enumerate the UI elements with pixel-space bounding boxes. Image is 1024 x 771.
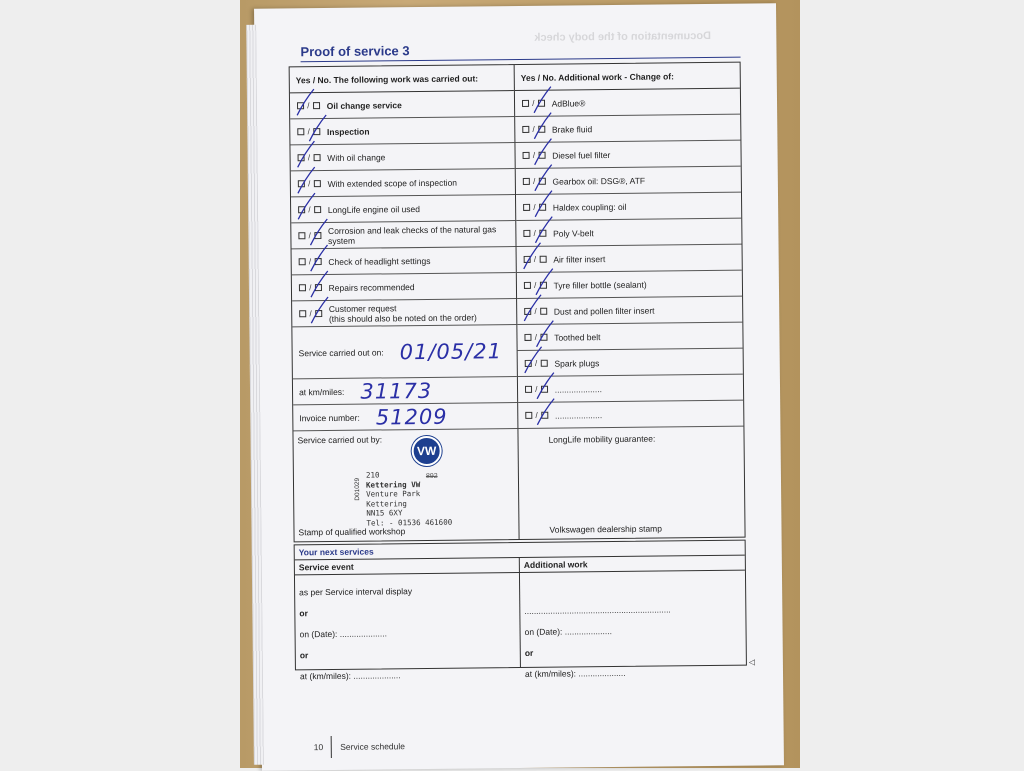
additional-item-row[interactable] [517, 271, 742, 299]
yes-no-checkbox[interactable] [523, 333, 548, 342]
workshop-stamp-area [293, 429, 518, 541]
yes-no-checkbox[interactable] [521, 125, 546, 134]
dealership-stamp-label: Volkswagen dealership stamp [549, 523, 663, 535]
dealership-stamp-area [518, 427, 744, 539]
stamp-line: Kettering [366, 498, 407, 509]
no-checkbox[interactable] [538, 126, 545, 133]
additional-item-label: Gearbox oil: DSG®, ATF [552, 175, 646, 187]
yes-no-checkbox[interactable] [297, 205, 322, 214]
yes-checkbox[interactable] [299, 310, 306, 317]
additional-work-header-next: Additional work [523, 559, 588, 570]
checkbox-separator: / [305, 127, 313, 137]
no-checkbox[interactable] [313, 102, 320, 109]
workshop-stamp [366, 470, 452, 528]
yes-checkbox[interactable] [523, 152, 530, 159]
work-item-label: Repairs recommended [328, 281, 415, 293]
no-checkbox[interactable] [315, 310, 322, 317]
yes-checkbox[interactable] [524, 308, 531, 315]
additional-item-row[interactable] [517, 245, 742, 273]
yes-checkbox[interactable] [525, 386, 532, 393]
yes-checkbox[interactable] [298, 181, 305, 188]
yes-no-checkbox[interactable] [297, 179, 322, 188]
next-service-line: as per Service interval display [299, 585, 413, 597]
yes-checkbox[interactable] [298, 155, 305, 162]
yes-checkbox[interactable] [298, 232, 305, 239]
no-checkbox[interactable] [540, 334, 547, 341]
yes-no-checkbox[interactable] [522, 177, 547, 186]
proof-of-service-table [289, 62, 746, 543]
no-checkbox[interactable] [539, 204, 546, 211]
yes-checkbox[interactable] [299, 285, 306, 292]
yes-no-checkbox[interactable] [522, 229, 547, 238]
no-checkbox[interactable] [541, 386, 548, 393]
additional-item-label: Spark plugs [554, 357, 600, 369]
work-item-label: With extended scope of inspection [327, 177, 458, 189]
work-item-row[interactable] [291, 221, 515, 249]
invoice-field[interactable] [293, 403, 517, 431]
yes-no-checkbox[interactable] [296, 101, 321, 110]
work-item-label: LongLife engine oil used [327, 203, 421, 215]
page-footer [314, 735, 405, 758]
yes-no-checkbox[interactable] [297, 231, 322, 241]
page-title: Proof of service 3 [300, 43, 410, 60]
yes-no-checkbox[interactable] [524, 385, 549, 394]
checkbox-separator: / [532, 332, 540, 342]
yes-no-checkbox[interactable] [298, 283, 323, 292]
checkbox-separator: / [531, 202, 538, 212]
checkbox-separator: / [307, 308, 314, 318]
additional-item-row[interactable] [515, 115, 740, 143]
next-service-line: .............................................................. [524, 603, 671, 616]
next-service-line [524, 577, 741, 600]
yes-checkbox[interactable] [523, 230, 530, 237]
mileage-field[interactable] [293, 377, 517, 405]
additional-item-row[interactable] [515, 141, 740, 169]
additional-item-label: .................... [554, 383, 602, 395]
checkbox-separator: / [530, 150, 538, 160]
checkbox-separator: / [306, 230, 314, 240]
service-event-header: Service event [295, 558, 520, 574]
no-checkbox[interactable] [539, 256, 546, 263]
yes-no-checkbox[interactable] [524, 359, 549, 368]
work-item-label: Oil change service [326, 99, 402, 111]
work-item-label: Customer request (this should also be noted on the order) [328, 302, 477, 324]
footer-section-title: Service schedule [340, 741, 406, 752]
no-checkbox[interactable] [539, 230, 546, 237]
checkbox-separator: / [530, 176, 538, 186]
work-items-list [290, 91, 516, 327]
yes-checkbox[interactable] [524, 282, 531, 289]
yes-no-checkbox[interactable] [522, 151, 547, 160]
invoice-label: Invoice number: [299, 412, 360, 423]
stamp-line: Venture Park [366, 489, 421, 499]
checkbox-separator: / [529, 98, 537, 108]
additional-item-row[interactable] [517, 297, 742, 325]
additional-item-row[interactable] [518, 375, 743, 403]
no-checkbox[interactable] [541, 412, 548, 419]
yes-checkbox[interactable] [523, 178, 530, 185]
service-date-label: Service carried out on: [298, 346, 384, 358]
additional-item-label: Toothed belt [554, 331, 601, 343]
no-checkbox[interactable] [314, 232, 321, 239]
checkbox-separator: / [306, 283, 314, 293]
additional-item-row[interactable] [517, 323, 742, 351]
yes-checkbox[interactable] [298, 207, 305, 214]
additional-item-label: Haldex coupling: oil [552, 201, 627, 213]
checkbox-separator: / [531, 254, 539, 264]
additional-item-row[interactable] [518, 401, 743, 429]
stamp-line: Kettering VW [365, 479, 421, 490]
yes-no-checkbox[interactable] [523, 281, 548, 290]
checkbox-separator: / [532, 306, 539, 316]
work-item-row[interactable] [292, 273, 516, 301]
yes-no-checkbox[interactable] [523, 307, 548, 316]
work-item-row[interactable] [290, 117, 514, 145]
yes-checkbox[interactable] [522, 126, 529, 133]
additional-item-row[interactable] [516, 193, 741, 221]
checkbox-separator: / [530, 124, 538, 134]
service-booklet-page [254, 3, 784, 770]
yes-no-checkbox[interactable] [521, 99, 546, 108]
next-service-line: or [299, 607, 308, 618]
work-item-row[interactable] [291, 169, 515, 197]
additional-item-row[interactable] [516, 219, 741, 247]
carried-out-by-label: Service carried out by: [297, 434, 383, 446]
checkbox-separator: / [306, 205, 313, 215]
yes-checkbox[interactable] [524, 334, 531, 341]
additional-item-label: Dust and pollen filter insert [553, 305, 655, 317]
yes-checkbox[interactable] [299, 259, 306, 266]
no-checkbox[interactable] [313, 180, 320, 187]
next-service-line: or [524, 647, 534, 658]
work-item-row[interactable] [292, 299, 516, 327]
no-checkbox[interactable] [313, 128, 320, 135]
service-date-handwritten: 01/05/21 [399, 338, 503, 364]
additional-item-label: Poly V-belt [553, 227, 594, 239]
stamp-line: NN15 6XY [366, 508, 403, 518]
next-services-title: Your next services [295, 541, 745, 561]
stamp-code-2: 892 [425, 472, 438, 480]
work-item-row[interactable] [292, 247, 516, 275]
yes-no-checkbox[interactable] [297, 153, 322, 162]
additional-item-label: Air filter insert [553, 253, 606, 265]
work-item-label: Corrosion and leak checks of the natural gas system [327, 223, 497, 246]
stamp-side-text: D01029 [353, 477, 362, 501]
stamp-line: Tel: - 01536 461600 [366, 517, 453, 528]
additional-work-next-column [520, 571, 746, 679]
work-carried-out-column [290, 65, 520, 541]
continue-arrow-icon: ◁ [748, 657, 756, 667]
additional-item-label: Diesel fuel filter [552, 149, 611, 161]
service-date-field[interactable] [292, 325, 517, 379]
yes-checkbox[interactable] [297, 129, 304, 136]
no-checkbox[interactable] [540, 308, 547, 315]
additional-item-label: .................... [554, 409, 603, 421]
work-item-row[interactable] [290, 143, 514, 171]
yes-checkbox[interactable] [297, 103, 304, 110]
yes-checkbox[interactable] [522, 100, 529, 107]
no-checkbox[interactable] [538, 178, 545, 185]
work-item-label: With oil change [327, 151, 386, 163]
show-through-text: Documentation of the body check [534, 29, 712, 44]
checkbox-separator: / [304, 101, 312, 111]
yes-checkbox[interactable] [525, 360, 532, 367]
additional-items-list [515, 89, 744, 429]
no-checkbox[interactable] [315, 284, 322, 291]
no-checkbox[interactable] [538, 152, 545, 159]
additional-work-column [515, 63, 745, 539]
yes-no-checkbox[interactable] [523, 255, 548, 264]
no-checkbox[interactable] [314, 258, 321, 265]
next-service-line: at (km/miles): .................... [524, 667, 626, 679]
vw-logo-icon: VW [412, 436, 442, 466]
checkbox-separator: / [533, 410, 541, 420]
next-service-line: or [299, 649, 309, 660]
checkbox-separator: / [532, 384, 540, 394]
service-event-column [295, 573, 521, 681]
footer-divider [331, 736, 332, 758]
no-checkbox[interactable] [313, 154, 320, 161]
yes-no-checkbox[interactable] [296, 127, 321, 136]
checkbox-separator: / [305, 153, 313, 163]
yes-checkbox[interactable] [523, 204, 530, 211]
additional-item-row[interactable] [516, 167, 741, 195]
yes-checkbox[interactable] [525, 412, 532, 419]
work-item-row[interactable] [290, 91, 514, 119]
checkbox-separator: / [532, 358, 540, 368]
work-item-label: Check of headlight settings [328, 255, 431, 267]
stamp-code: 210 [365, 470, 380, 480]
work-carried-out-header: Yes / No. The following work was carried out: [290, 65, 514, 93]
no-checkbox[interactable] [540, 360, 547, 367]
workshop-stamp-label: Stamp of qualified workshop [298, 526, 406, 538]
work-item-label: Inspection [326, 126, 370, 137]
no-checkbox[interactable] [314, 206, 321, 213]
additional-item-label: Tyre filler bottle (sealant) [553, 279, 647, 291]
additional-item-row[interactable] [515, 89, 740, 117]
mileage-handwritten: 31173 [360, 378, 433, 404]
no-checkbox[interactable] [540, 282, 547, 289]
page-number: 10 [313, 742, 324, 753]
next-service-line: on (Date): .................... [524, 625, 612, 637]
next-service-line: at (km/miles): .................... [299, 669, 401, 681]
additional-item-row[interactable] [518, 349, 743, 377]
longlife-guarantee-label: LongLife mobility guarantee: [548, 433, 656, 445]
checkbox-separator: / [531, 280, 539, 290]
yes-no-checkbox[interactable] [524, 411, 549, 420]
checkbox-separator: / [306, 257, 314, 267]
checkbox-separator: / [305, 179, 313, 189]
additional-item-label: Brake fluid [551, 123, 593, 135]
additional-item-label: AdBlue® [551, 97, 586, 109]
checkbox-separator: / [531, 228, 539, 238]
next-service-line: on (Date): .................... [299, 627, 388, 639]
invoice-handwritten: 51209 [375, 404, 448, 430]
yes-no-checkbox[interactable] [298, 309, 323, 319]
mileage-label: at km/miles: [298, 386, 345, 397]
yes-no-checkbox[interactable] [298, 257, 323, 266]
yes-checkbox[interactable] [524, 256, 531, 263]
additional-work-header: Yes / No. Additional work - Change of: [515, 63, 740, 91]
no-checkbox[interactable] [538, 100, 545, 107]
work-item-row[interactable] [291, 195, 515, 223]
next-services-table [294, 540, 747, 681]
yes-no-checkbox[interactable] [522, 203, 547, 212]
